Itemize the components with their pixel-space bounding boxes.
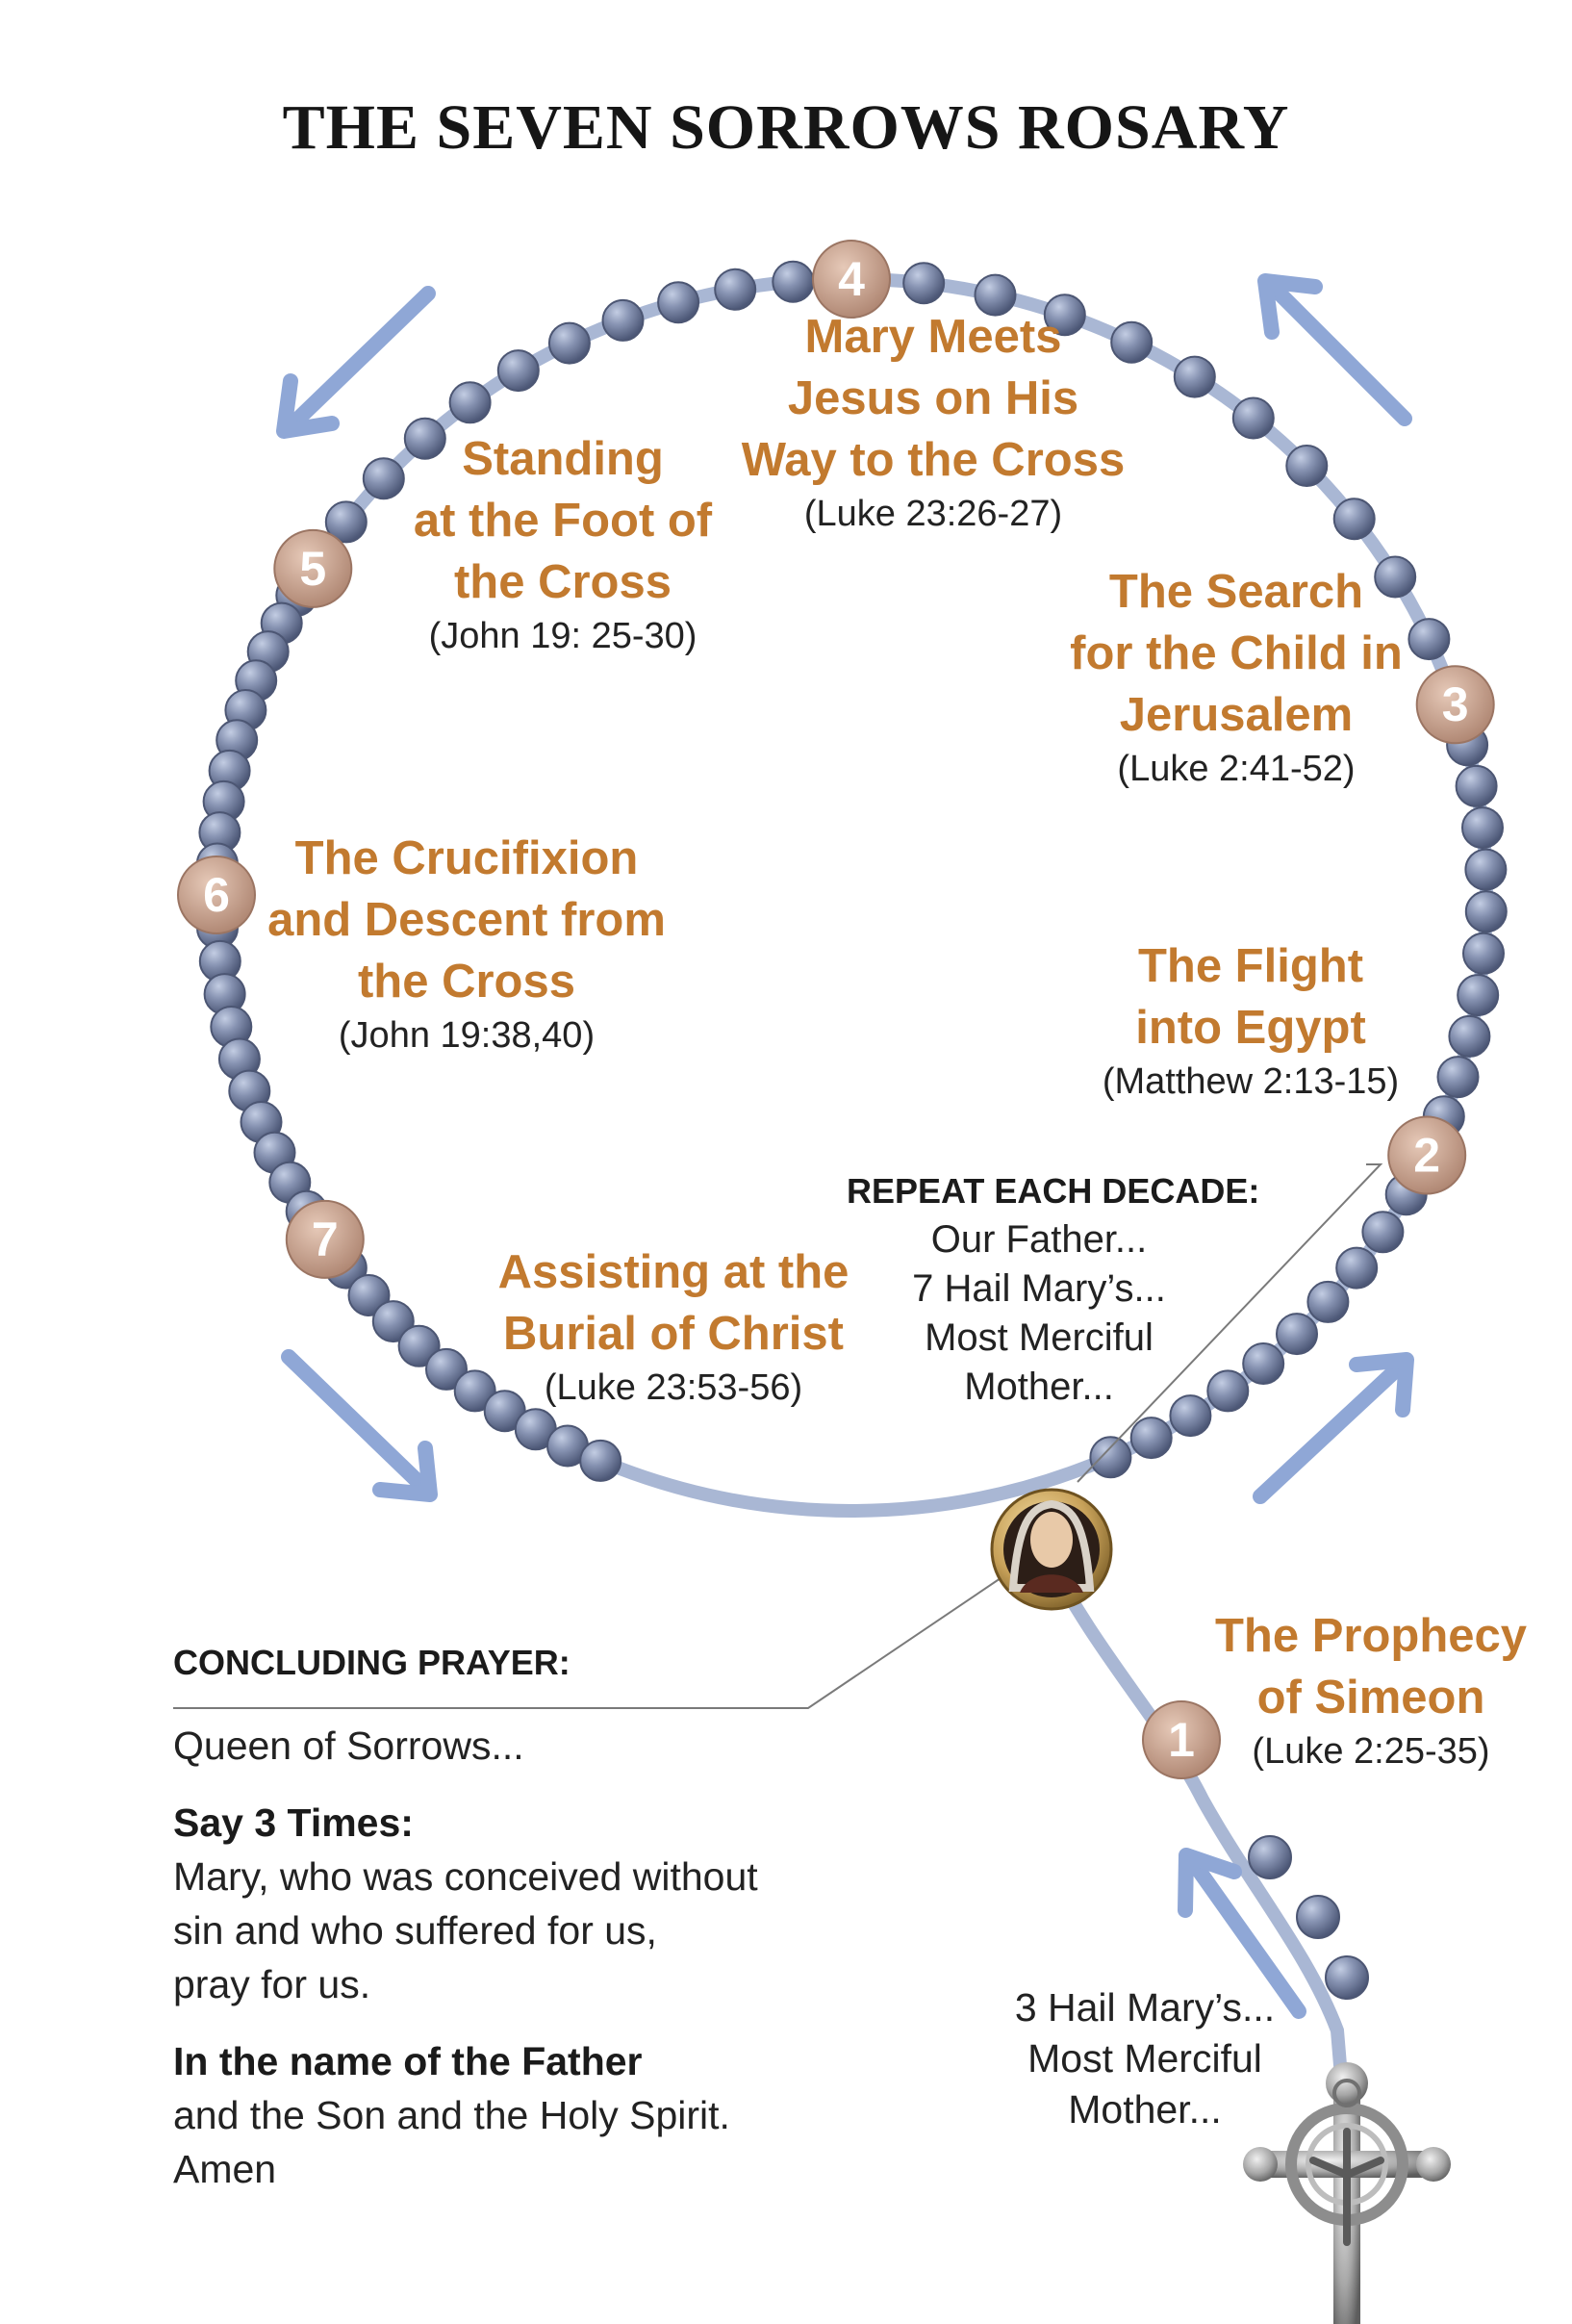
rosary-bead <box>1463 933 1504 974</box>
name-of-father-heading: In the name of the Father <box>173 2039 643 2083</box>
rosary-bead <box>1334 498 1375 539</box>
mystery-7-label <box>491 1241 856 1411</box>
mystery-2-line: into Egypt <box>1135 1002 1366 1054</box>
rosary-bead <box>903 263 944 303</box>
decade-line: 7 Hail Mary’s... <box>912 1267 1166 1310</box>
mystery-7-line: Assisting at the <box>497 1246 849 1298</box>
mystery-number: 1 <box>1168 1713 1195 1767</box>
mystery-6-line: the Cross <box>357 956 575 1008</box>
rosary-bead <box>1458 975 1498 1015</box>
decade-instructions <box>847 1166 1260 1412</box>
say-line: Mary, who was conceived without <box>173 1854 758 1899</box>
decade-line: Mother... <box>964 1366 1114 1408</box>
mystery-4-reference: (Luke 23:26-27) <box>803 494 1063 534</box>
direction-arrow-icon <box>289 1357 430 1494</box>
mystery-5-line: Standing <box>462 433 664 485</box>
intro-line: 3 Hail Mary’s... <box>1014 1985 1276 2030</box>
rosary-bead <box>1457 766 1497 806</box>
rosary-bead <box>450 382 491 422</box>
rosary-bead <box>1131 1417 1172 1458</box>
mystery-number: 7 <box>311 1212 339 1266</box>
mystery-number: 4 <box>838 252 865 306</box>
mystery-2-reference: (Matthew 2:13-15) <box>1102 1061 1400 1102</box>
rosary-bead <box>1277 1314 1317 1354</box>
mystery-7-reference: (Luke 23:53-56) <box>544 1367 803 1408</box>
mystery-number: 6 <box>203 868 230 922</box>
mystery-number: 2 <box>1413 1128 1441 1183</box>
mystery-5-line: at the Foot of <box>413 495 713 547</box>
mystery-5-line: the Cross <box>453 556 672 608</box>
mystery-5-label <box>390 428 736 659</box>
rosary-bead <box>1466 891 1507 932</box>
rosary-bead <box>1449 1016 1489 1057</box>
rosary-bead <box>1297 1896 1339 1938</box>
mystery-number: 3 <box>1441 677 1469 732</box>
mystery-6-line: and Descent from <box>267 894 666 946</box>
concluding-prayer <box>173 1636 847 2196</box>
rosary-bead <box>1090 1437 1130 1477</box>
mystery-4-label <box>741 306 1126 537</box>
mystery-7-line: Burial of Christ <box>503 1308 844 1360</box>
mystery-1-reference: (Luke 2:25-35) <box>1252 1731 1490 1772</box>
rosary-bead <box>1243 1343 1283 1384</box>
queen-of-sorrows: Queen of Sorrows... <box>173 1724 524 1768</box>
rosary-bead <box>1307 1282 1348 1322</box>
mystery-number: 5 <box>299 541 327 596</box>
rosary-bead <box>1286 446 1327 486</box>
mystery-2-line: The Flight <box>1137 940 1364 992</box>
mystery-1-line: The Prophecy <box>1214 1610 1528 1662</box>
rosary-bead <box>1326 1956 1368 1999</box>
intro-line: Mother... <box>1068 2087 1222 2132</box>
say-three-times-heading: Say 3 Times: <box>173 1800 414 1845</box>
mystery-2-label <box>1078 935 1424 1105</box>
mystery-3-label <box>1049 561 1424 792</box>
decade-line: Our Father... <box>930 1218 1148 1261</box>
rosary-bead <box>1465 850 1506 890</box>
direction-arrow-icon <box>284 294 428 431</box>
mystery-6-label <box>265 828 669 1059</box>
mystery-3-line: Jerusalem <box>1119 689 1354 741</box>
mystery-4-line: Mary Meets <box>804 311 1062 363</box>
concluding-heading: CONCLUDING PRAYER: <box>173 1643 570 1682</box>
rosary-bead <box>1362 1212 1403 1252</box>
decade-heading: REPEAT EACH DECADE: <box>847 1171 1260 1211</box>
say-line: pray for us. <box>173 1962 371 2006</box>
mystery-3-line: for the Child in <box>1070 627 1403 679</box>
decade-line: Most Merciful <box>925 1316 1154 1359</box>
mystery-4-line: Jesus on His <box>787 372 1079 424</box>
rosary-bead <box>773 262 813 302</box>
direction-arrow-icon <box>1260 1360 1407 1496</box>
rosary-bead <box>580 1441 621 1481</box>
direction-arrow-icon <box>1265 281 1405 419</box>
mystery-3-reference: (Luke 2:41-52) <box>1117 749 1356 789</box>
name-line: Amen <box>173 2147 277 2191</box>
rosary-bead <box>1462 807 1503 848</box>
mystery-1-label <box>1198 1605 1544 1775</box>
mystery-6-line: The Crucifixion <box>294 832 639 884</box>
rosary-bead <box>1175 357 1215 397</box>
rosary-bead <box>549 323 590 364</box>
sorrowful-mother-medallion-icon <box>992 1490 1111 1609</box>
mystery-6-reference: (John 19:38,40) <box>338 1015 596 1056</box>
rosary-bead <box>658 282 698 322</box>
rosary-bead <box>603 300 644 341</box>
intro-line: Most Merciful <box>1027 2036 1262 2081</box>
page-title: THE SEVEN SORROWS ROSARY <box>282 92 1290 163</box>
rosary-bead <box>1249 1836 1291 1878</box>
intro-prayers <box>1001 1982 1289 2135</box>
mystery-4-line: Way to the Cross <box>741 434 1126 486</box>
rosary-bead <box>1336 1248 1377 1289</box>
mystery-3-line: The Search <box>1108 566 1364 618</box>
mystery-5-reference: (John 19: 25-30) <box>428 616 697 656</box>
rosary-bead <box>1438 1057 1479 1097</box>
rosary-bead <box>1233 398 1274 439</box>
rosary-bead <box>715 269 755 310</box>
name-line: and the Son and the Holy Spirit. <box>173 2093 730 2137</box>
rosary-bead <box>498 350 539 391</box>
mystery-1-line: of Simeon <box>1256 1672 1485 1724</box>
say-line: sin and who suffered for us, <box>173 1908 657 1953</box>
